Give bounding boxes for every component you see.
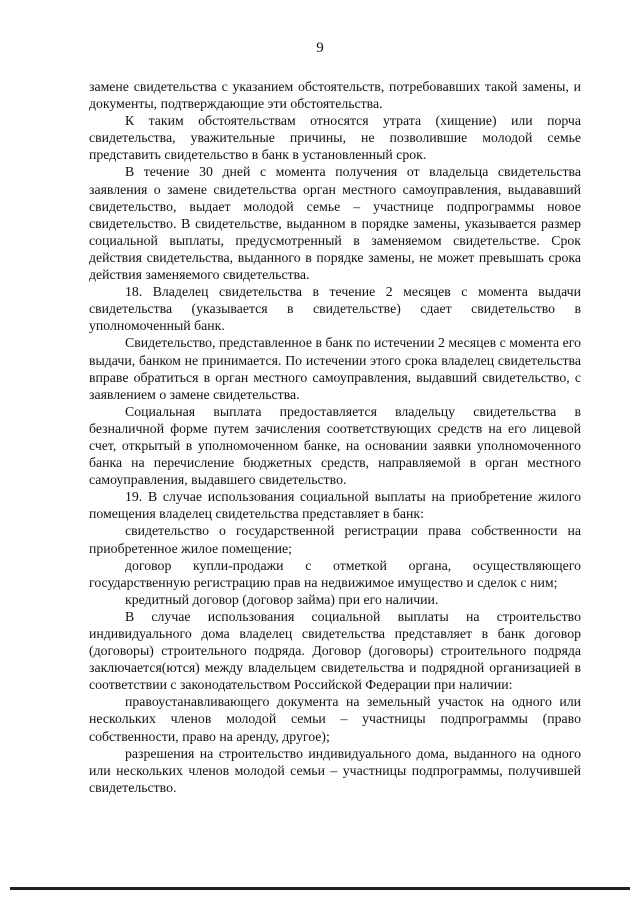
paragraph-construction-case: В случае использования социальной выплаты на строительство индивидуального дома владелец свидетельства представляет в банк договор (договоры) строительного подряда. Договор (договоры) строительного подряда заключается(ются) между владельцем свидетельства и подрядной организацией в соответствии с законодательством Российской Федерации при наличии: [89,608,581,693]
list-item-building-permit: разрешения на строительство индивидуального дома, выданного на одного или нескольких членов молодой семьи – участницы подпрограммы, получившей свидетельство. [89,745,581,795]
page-number: 9 [316,40,324,56]
paragraph-replacement-term: В течение 30 дней с момента получения от владельца свидетельства заявления о замене свидетельства орган местного самоуправления, выдававший свидетельство, выдает молодой семье – участнице подпрограммы новое свидетельство. В свидетельстве, выданном в порядке замены, указывается размер социальной выплаты, предусмотренный в заменяемом свидетельстве. Срок действия свидетельства, выданного в порядке замены, не может превышать срока действия заменяемого свидетельства. [89,164,581,283]
paragraph-item-19: 19. В случае использования социальной выплаты на приобретение жилого помещения владелец свидетельства представляет в банк: [89,489,581,522]
paragraph-expired-certificate: Свидетельство, представленное в банк по истечении 2 месяцев с момента его выдачи, банком не принимается. По истечении этого срока владелец свидетельства вправе обратиться в орган местного самоуправления, выдавший свидетельство, с заявлением о замене свидетельства. [89,335,581,402]
list-item-registration-certificate: свидетельство о государственной регистрации права собственности на приобретенное жилое помещение; [89,523,581,556]
list-item-purchase-contract: договор купли-продажи с отметкой органа, осуществляющего государственную регистрацию прав на недвижимое имущество и сделок с ним; [89,557,581,590]
paragraph-continuation: замене свидетельства с указанием обстоятельств, потребовавших такой замены, и документы, подтверждающие эти обстоятельства. [89,79,581,112]
page-bottom-rule [10,887,630,890]
document-body [89,78,581,796]
list-item-land-title: правоустанавливающего документа на земельный участок на одного или нескольких членов молодой семьи – участницы подпрограммы (право собственности, право на аренду, другое); [89,694,581,744]
paragraph-item-18: 18. Владелец свидетельства в течение 2 месяцев с момента выдачи свидетельства (указывается в свидетельстве) сдает свидетельство в уполномоченный банк. [89,284,581,334]
paragraph-social-payment: Социальная выплата предоставляется владельцу свидетельства в безналичной форме путем зачисления соответствующих средств на его лицевой счет, открытый в уполномоченном банке, на основании заявки уполномоченного банка на перечисление бюджетных средств, направляемой в орган местного самоуправления, выдавшего свидетельство. [89,403,581,488]
list-item-loan-agreement: кредитный договор (договор займа) при его наличии. [125,591,439,607]
paragraph-circumstances: К таким обстоятельствам относятся утрата (хищение) или порча свидетельства, уважительные причины, не позволившие молодой семье представить свидетельство в банк в установленный срок. [89,113,581,163]
